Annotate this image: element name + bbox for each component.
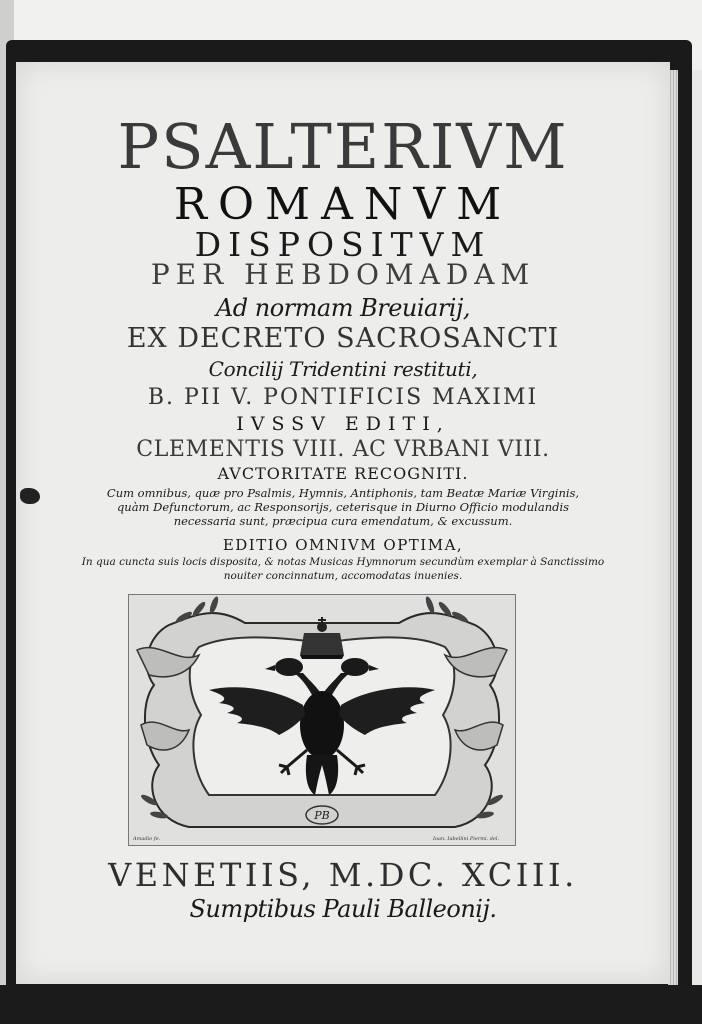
- title-auctoritate: AVCTORITATE RECOGNITI.: [217, 464, 469, 483]
- title-nouiter: nouiter concinnatum, accomodatas inuenies.: [223, 570, 463, 582]
- title-per-hebdomadam: PER HEBDOMADAM: [150, 258, 536, 291]
- imprint-place-date: VENETIIS, M.DC. XCIII.: [108, 856, 578, 894]
- title-dispositum: DISPOSITVM: [194, 225, 492, 264]
- title-in-qua: In qua cuncta suis locis disposita, & notas Musicas Hymnorum secundùm exemplar à Sanctissimo: [81, 556, 605, 568]
- title-necessaria: necessaria sunt, præcipua cura emendatum, & excussum.: [173, 514, 513, 528]
- background-bottom: [0, 985, 702, 1024]
- designer-credit: Ioan. Iubellini Piermi. del.: [433, 836, 500, 842]
- title-quam-defunctorum: quàm Defunctorum, ac Responsorijs, ceterisque in Diurno Officio modulandis: [116, 500, 570, 514]
- imprint-publisher: Sumptibus Pauli Balleonij.: [189, 895, 497, 923]
- title-ad-normam: Ad normam Breuiarij,: [215, 294, 471, 322]
- title-iussu-editi: IVSSV EDITI,: [236, 413, 450, 435]
- svg-text:PB: PB: [314, 809, 330, 822]
- title-pii-v: B. PII V. PONTIFICIS MAXIMI: [147, 385, 539, 410]
- coat-of-arms-engraving: [128, 594, 516, 846]
- engraver-credit: Amadio fe.: [133, 836, 161, 842]
- title-cum-omnibus: Cum omnibus, quæ pro Psalmis, Hymnis, Antiphonis, tam Beatæ Mariæ Virginis,: [106, 486, 580, 500]
- title-ex-decreto: EX DECRETO SACROSANCTI: [126, 323, 560, 354]
- title-psalterium: PSALTERIVM: [117, 110, 569, 183]
- title-concilij: Concilij Tridentini restituti,: [208, 357, 478, 381]
- title-romanum: ROMANVM: [173, 179, 513, 230]
- title-editio: EDITIO OMNIVM OPTIMA,: [222, 536, 464, 554]
- title-clementis: CLEMENTIS VIII. AC VRBANI VIII.: [136, 437, 550, 462]
- double-headed-eagle-icon: [129, 595, 515, 845]
